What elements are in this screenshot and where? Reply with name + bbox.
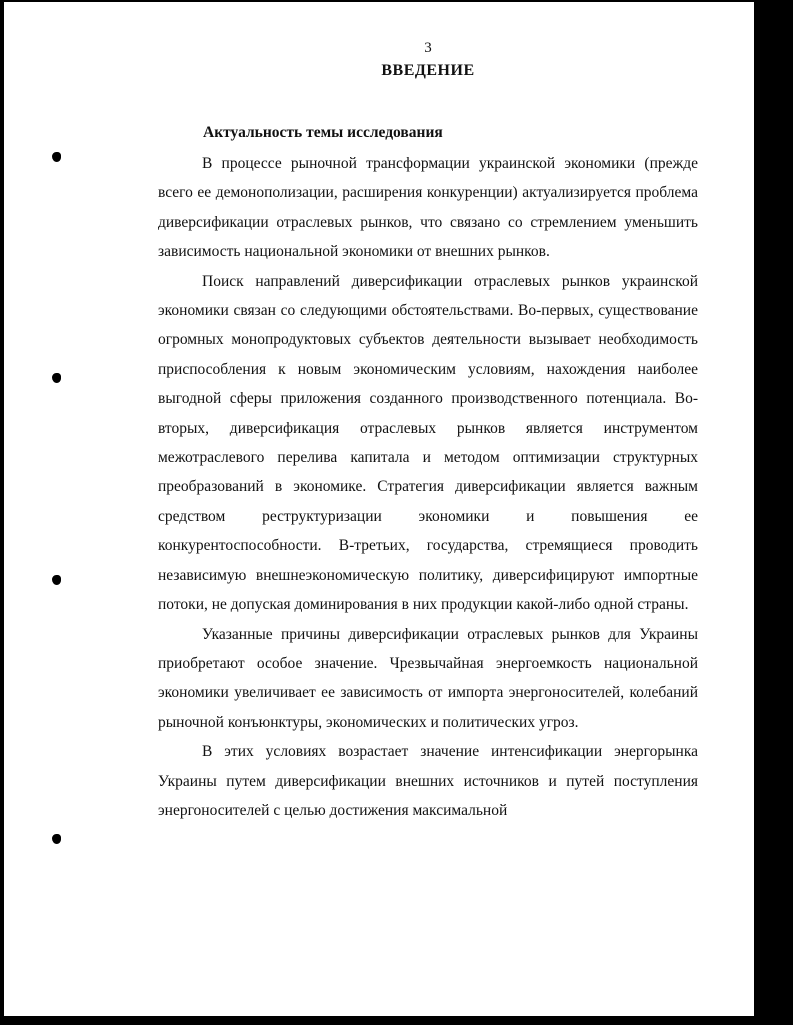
- paragraph: Поиск направлений диверсификации отраслевых рынков украинской экономики связан со следующими обстоятельствами. Во-первых, существование огромных монопродуктовых субъектов деятельности вызывает необходимость приспособления к новым экономическим условиям, нахождения наиболее выгодной сферы приложения созданного производственного потенциала. Во-вторых, диверсификация отраслевых рынков является инструментом межотраслевого перелива капитала и методом оптимизации структурных преобразований в экономике. Стратегия диверсификации является важным средством реструктуризации экономики и повышения ее конкурентоспособности. В-третьих, государства, стремящиеся проводить независимую внешнеэкономическую политику, диверсифицируют импортные потоки, не допуская доминирования в них продукции какой-либо одной страны.: [158, 272, 698, 614]
- scan-border-bottom: [0, 1016, 793, 1025]
- paragraph: В этих условиях возрастает значение интенсификации энергорынка Украины путем диверсификации внешних источников и путей поступления энергоносителей с целью достижения максимальной: [158, 743, 698, 819]
- scan-border-top: [0, 0, 793, 2]
- punch-hole-mark: [52, 373, 61, 383]
- body-text: [158, 149, 698, 825]
- section-heading: Актуальность темы исследования: [203, 124, 443, 141]
- scan-border-right: [754, 0, 793, 1025]
- punch-hole-mark: [52, 152, 61, 162]
- paragraph: Указанные причины диверсификации отраслевых рынков для Украины приобретают особое значение. Чрезвычайная энергоемкость национальной экономики увеличивает ее зависимость от импорта энергоносителей, колебаний рыночной конъюнктуры, экономических и политических угроз.: [158, 625, 698, 731]
- page-number: 3: [424, 40, 432, 56]
- paragraph: В процессе рыночной трансформации украинской экономики (прежде всего ее демонополизации, расширения конкуренции) актуализируется проблема диверсификации отраслевых рынков, что связано со стремлением уменьшить зависимость национальной экономики от внешних рынков.: [158, 155, 698, 261]
- punch-hole-mark: [52, 834, 61, 844]
- page-title: ВВЕДЕНИЕ: [381, 62, 475, 79]
- punch-hole-mark: [52, 575, 61, 585]
- scan-border-left: [0, 0, 4, 1025]
